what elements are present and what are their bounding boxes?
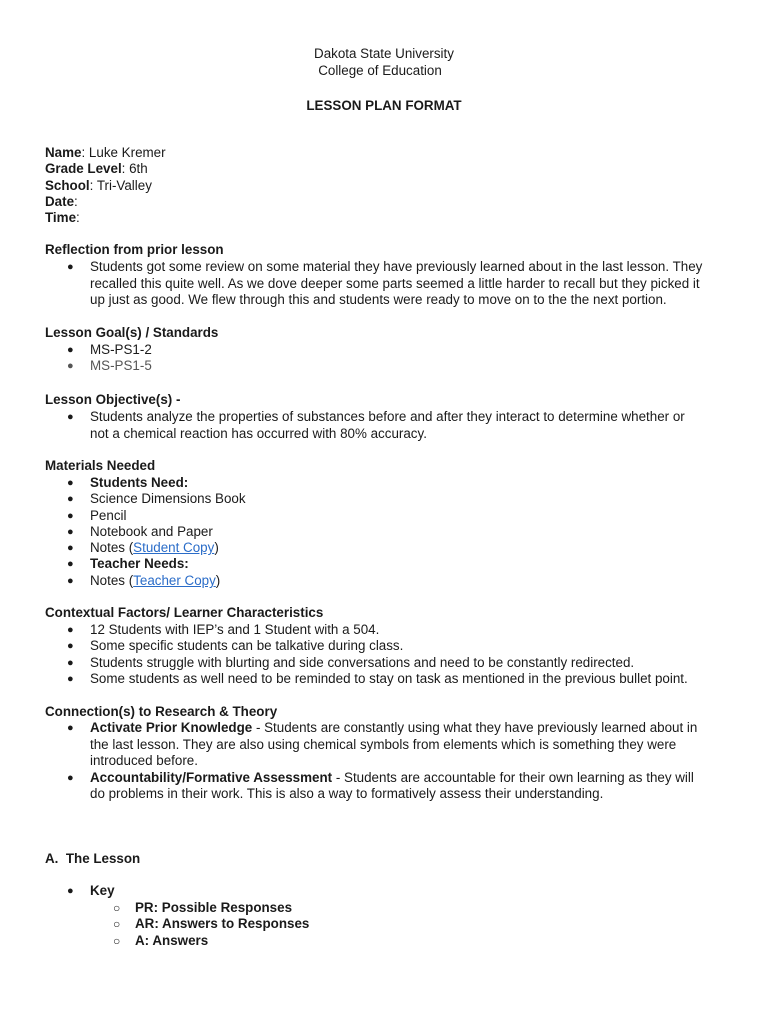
material-item: Science Dimensions Book bbox=[90, 491, 246, 506]
name-label: Name bbox=[45, 145, 82, 160]
bullet-icon: ● bbox=[67, 772, 74, 784]
notes-suffix: ) bbox=[214, 540, 219, 555]
lesson-heading: A. The Lesson bbox=[45, 851, 141, 866]
key-item: A: Answers bbox=[135, 933, 209, 948]
contextual-heading: Contextual Factors/ Learner Characteristics bbox=[45, 605, 324, 620]
school-row bbox=[45, 178, 152, 194]
time-row bbox=[45, 210, 80, 226]
connection-text: - Students are accountable for their own learning as they will bbox=[332, 770, 694, 785]
material-item: Notebook and Paper bbox=[90, 524, 213, 539]
connection-term: Accountability/Formative Assessment bbox=[90, 770, 333, 785]
connections-heading: Connection(s) to Research & Theory bbox=[45, 704, 278, 719]
date-label: Date bbox=[45, 194, 75, 209]
teacher-needs-label: Teacher Needs: bbox=[90, 556, 189, 571]
bullet-icon: ● bbox=[67, 360, 74, 372]
student-copy-link[interactable]: Student Copy bbox=[133, 540, 215, 555]
materials-heading: Materials Needed bbox=[45, 458, 156, 473]
contextual-item: Some students as well need to be reminded to stay on task as mentioned in the previous bullet point. bbox=[90, 671, 688, 686]
connection-line: do problems in their work. This is also a way to formatively assess their understanding. bbox=[90, 786, 604, 801]
connection-line: the last lesson. They are also using chemical symbols from elements which is something they were bbox=[90, 737, 677, 752]
connection-item bbox=[90, 770, 694, 786]
date-value: : bbox=[74, 194, 78, 209]
reflection-line: Students got some review on some material they have previously learned about in the last lesson. They bbox=[90, 259, 703, 274]
document-title: LESSON PLAN FORMAT bbox=[306, 98, 462, 113]
reflection-line: up just as good. We flew through this and students were ready to move on to the the next portion. bbox=[90, 292, 667, 307]
teacher-copy-link[interactable]: Teacher Copy bbox=[133, 573, 216, 588]
name-value: : Luke Kremer bbox=[81, 145, 166, 160]
institution-name: Dakota State University bbox=[314, 46, 454, 61]
date-row bbox=[45, 194, 78, 210]
hollow-bullet-icon: ○ bbox=[113, 901, 121, 915]
bullet-icon: ● bbox=[67, 575, 74, 587]
contextual-item: Students struggle with blurting and side conversations and need to be constantly redirected. bbox=[90, 655, 635, 670]
contextual-item: Some specific students can be talkative during class. bbox=[90, 638, 404, 653]
bullet-icon: ● bbox=[67, 344, 74, 356]
key-label: Key bbox=[90, 883, 115, 898]
goal-item: MS-PS1-2 bbox=[90, 342, 152, 357]
bullet-icon: ● bbox=[67, 657, 74, 669]
material-item: Pencil bbox=[90, 508, 127, 523]
bullet-icon: ● bbox=[67, 673, 74, 685]
notes-suffix: ) bbox=[215, 573, 221, 588]
hollow-bullet-icon: ○ bbox=[113, 934, 121, 948]
bullet-icon: ● bbox=[67, 722, 74, 734]
bullet-icon: ● bbox=[67, 411, 74, 423]
bullet-icon: ● bbox=[67, 542, 74, 554]
contextual-item: 12 Students with IEP’s and 1 Student with a 504. bbox=[90, 622, 380, 637]
bullet-icon: ● bbox=[67, 477, 74, 489]
connection-item bbox=[90, 720, 697, 736]
name-row bbox=[45, 145, 166, 161]
connection-text: - Students are constantly using what they have previously learned about in bbox=[252, 720, 698, 735]
school-label: School bbox=[45, 178, 90, 193]
students-need-label: Students Need: bbox=[90, 475, 189, 490]
connection-line: introduced before. bbox=[90, 753, 198, 768]
bullet-icon: ● bbox=[67, 885, 74, 897]
notes-prefix: Notes ( bbox=[90, 573, 134, 588]
bullet-icon: ● bbox=[67, 261, 74, 273]
goal-item: MS-PS1-5 bbox=[90, 358, 152, 373]
reflection-heading: Reflection from prior lesson bbox=[45, 242, 224, 257]
bullet-icon: ● bbox=[67, 558, 74, 570]
objectives-heading: Lesson Objective(s) - bbox=[45, 392, 181, 407]
hollow-bullet-icon: ○ bbox=[113, 917, 121, 931]
connection-term: Activate Prior Knowledge bbox=[90, 720, 253, 735]
school-value: : Tri-Valley bbox=[89, 178, 152, 193]
grade-row bbox=[45, 161, 148, 177]
goals-heading: Lesson Goal(s) / Standards bbox=[45, 325, 219, 340]
bullet-icon: ● bbox=[67, 526, 74, 538]
reflection-line: recalled this quite well. As we dove deeper some parts seemed a little harder to recall but they picked it bbox=[90, 276, 700, 291]
bullet-icon: ● bbox=[67, 640, 74, 652]
bullet-icon: ● bbox=[67, 493, 74, 505]
notes-prefix: Notes ( bbox=[90, 540, 134, 555]
grade-label: Grade Level bbox=[45, 161, 122, 176]
grade-value: : 6th bbox=[121, 161, 148, 176]
key-item: AR: Answers to Responses bbox=[135, 916, 310, 931]
key-item: PR: Possible Responses bbox=[135, 900, 293, 915]
material-item bbox=[90, 540, 219, 556]
objective-line: Students analyze the properties of substances before and after they interact to determine whether or bbox=[90, 409, 685, 424]
time-label: Time bbox=[45, 210, 77, 225]
college-name: College of Education bbox=[318, 63, 442, 78]
objective-line: not a chemical reaction has occurred with 80% accuracy. bbox=[90, 426, 427, 441]
time-value: : bbox=[76, 210, 80, 225]
material-item bbox=[90, 573, 220, 589]
bullet-icon: ● bbox=[67, 510, 74, 522]
bullet-icon: ● bbox=[67, 624, 74, 636]
